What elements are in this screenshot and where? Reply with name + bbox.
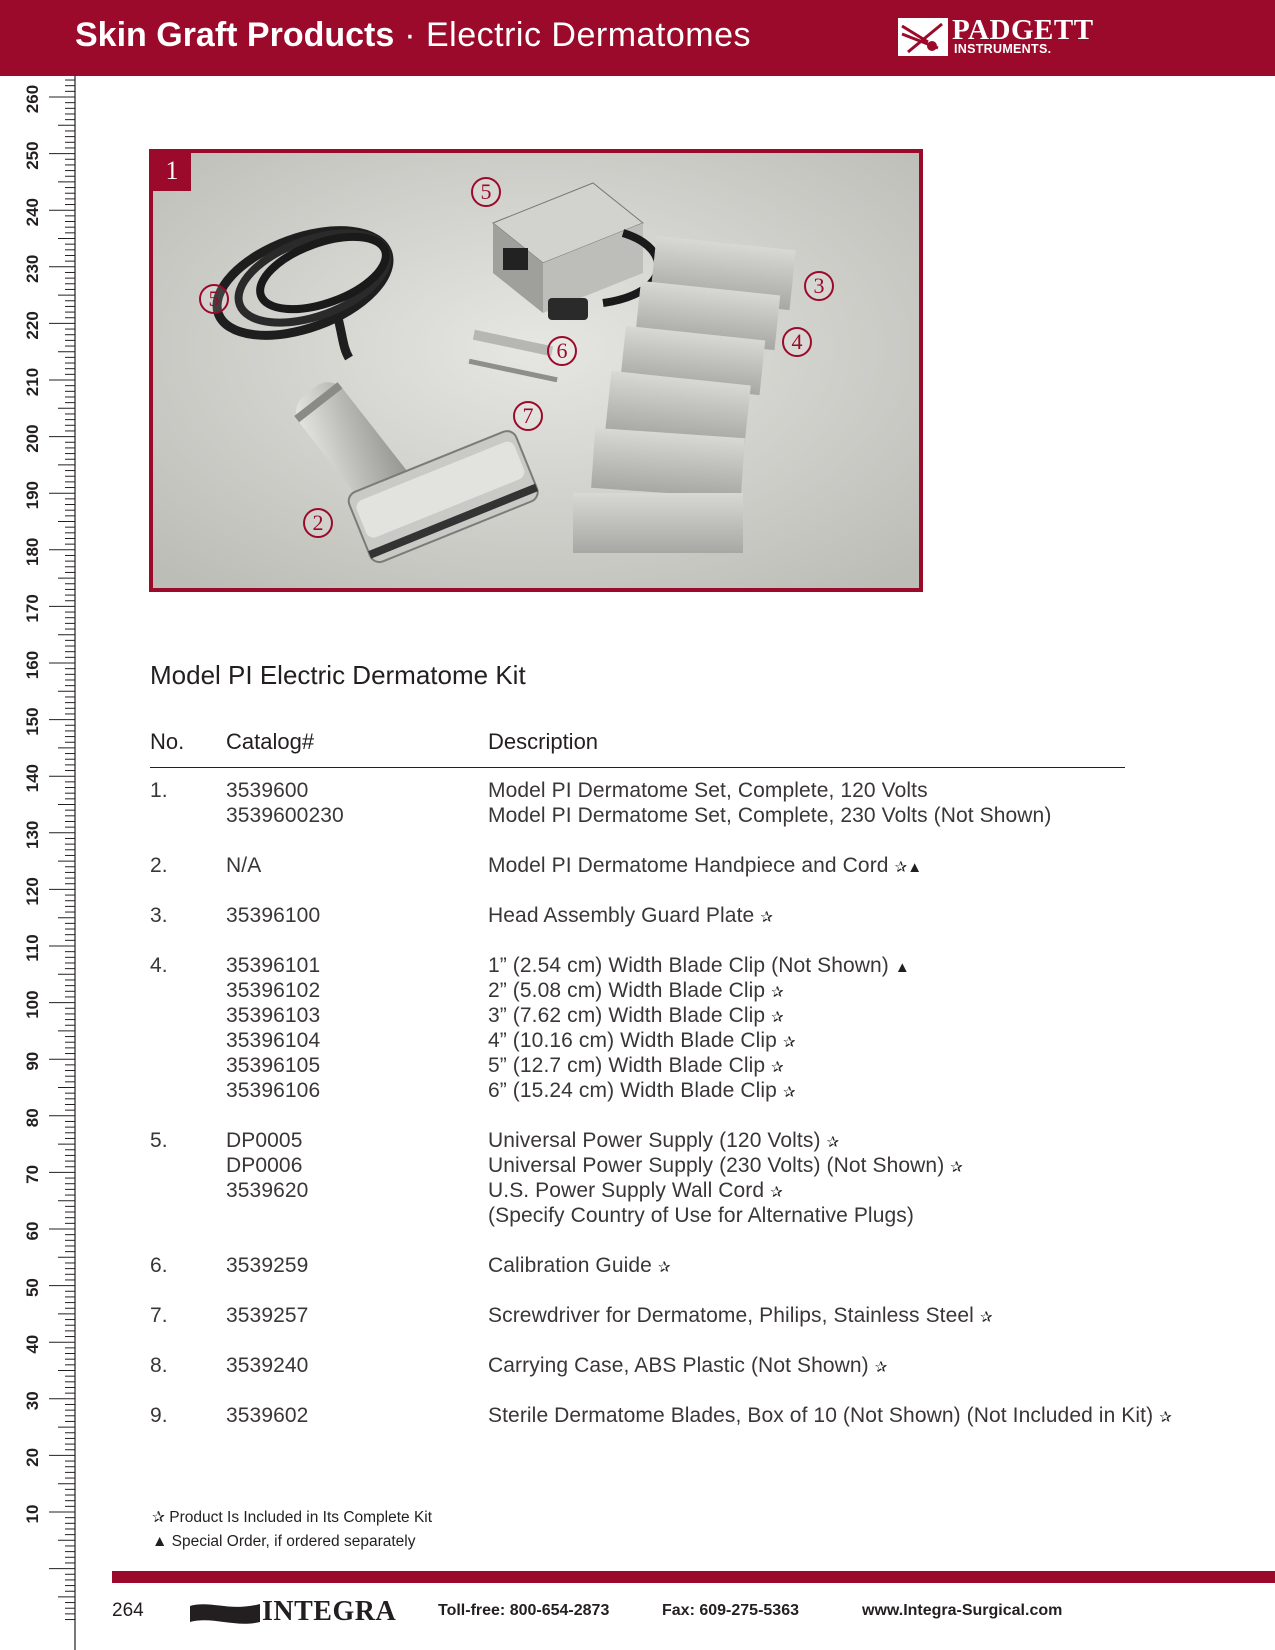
item-number: 1. — [150, 779, 168, 802]
description-text: 3” (7.62 cm) Width Blade Clip — [488, 1004, 766, 1027]
ruler-label: 240 — [23, 198, 42, 227]
table-row — [0, 1304, 1275, 1329]
row-spacer — [0, 1229, 1275, 1254]
table-row — [0, 1354, 1275, 1379]
ruler-label: 30 — [23, 1391, 42, 1411]
callout-guard-plate: 3 — [804, 271, 834, 301]
item-number: 3. — [150, 904, 168, 927]
description-text: 4” (10.16 cm) Width Blade Clip — [488, 1029, 777, 1052]
catalog-number: 3539259 — [226, 1254, 309, 1277]
page-number: 264 — [112, 1600, 144, 1621]
description-text: 2” (5.08 cm) Width Blade Clip — [488, 979, 766, 1002]
catalog-number: 3539240 — [226, 1354, 309, 1377]
ruler-label: 200 — [23, 424, 42, 453]
description-text: (Specify Country of Use for Alternative Plugs) — [488, 1204, 914, 1227]
integra-mark-icon — [190, 1600, 260, 1626]
item-description — [488, 779, 928, 803]
ruler-label: 130 — [23, 820, 42, 849]
item-number: 2. — [150, 854, 168, 877]
header-divider — [150, 767, 1125, 768]
ruler-label: 190 — [23, 481, 42, 510]
item-description — [488, 1304, 993, 1328]
availability-symbols: ✰ — [826, 1134, 840, 1151]
padgett-mark-icon — [898, 18, 948, 56]
catalog-number: 35396101 — [226, 954, 321, 977]
item-number: 5. — [150, 1129, 168, 1152]
column-header-no: No. — [150, 729, 185, 754]
legend-included: ✰ Product Is Included in Its Complete Kit — [152, 1509, 433, 1526]
table-line — [0, 1129, 1275, 1154]
column-header-description: Description — [488, 729, 599, 754]
ruler-label: 260 — [23, 84, 42, 114]
description-text: Universal Power Supply (230 Volts) (Not Shown) — [488, 1154, 945, 1177]
description-text: 1” (2.54 cm) Width Blade Clip (Not Shown) — [488, 954, 889, 977]
item-description — [488, 1004, 784, 1028]
availability-symbols: ✰ — [979, 1309, 993, 1326]
ruler-label: 230 — [23, 254, 42, 283]
row-spacer — [0, 879, 1275, 904]
availability-symbols: ✰ — [771, 1059, 784, 1076]
availability-symbols: ▲ — [894, 959, 910, 976]
callout-calibration-guide: 6 — [547, 336, 577, 366]
description-text: Carrying Case, ABS Plastic (Not Shown) — [488, 1354, 869, 1377]
catalog-number: 3539600230 — [226, 804, 344, 827]
description-text: Sterile Dermatome Blades, Box of 10 (Not Shown) (Not Included in Kit) — [488, 1404, 1154, 1427]
callout-power-supply: 5 — [471, 177, 501, 207]
catalog-number: 3539620 — [226, 1179, 309, 1202]
catalog-number: 35396105 — [226, 1054, 321, 1077]
table-row — [0, 954, 1275, 1104]
catalog-number: 3539257 — [226, 1304, 309, 1327]
description-text: 5” (12.7 cm) Width Blade Clip — [488, 1054, 766, 1077]
table-line — [0, 954, 1275, 979]
website-link[interactable]: www.Integra-Surgical.com — [862, 1602, 1063, 1619]
availability-symbols: ✰ — [782, 1034, 796, 1051]
table-line — [0, 1079, 1275, 1104]
ruler-label: 100 — [23, 990, 42, 1019]
item-description — [488, 1029, 796, 1053]
table-line — [0, 1304, 1275, 1329]
page-title-subcategory: · Electric Dermatomes — [394, 16, 752, 54]
table-line — [0, 904, 1275, 929]
item-description — [488, 979, 784, 1003]
table-line — [0, 779, 1275, 804]
dermatome-kit-photo — [153, 153, 919, 588]
availability-symbols: ✰ — [771, 984, 784, 1001]
ruler-label: 150 — [23, 707, 42, 736]
catalog-number: DP0005 — [226, 1129, 303, 1152]
ruler-label: 140 — [23, 764, 42, 793]
row-spacer — [0, 1279, 1275, 1304]
item-description — [488, 1404, 1172, 1428]
catalog-number: N/A — [226, 854, 262, 877]
description-text: 6” (15.24 cm) Width Blade Clip — [488, 1079, 777, 1102]
catalog-number: 35396103 — [226, 1004, 321, 1027]
table-line — [0, 1051, 1275, 1079]
ruler-label: 160 — [23, 650, 42, 680]
table-line — [0, 1254, 1275, 1279]
ruler-label: 90 — [23, 1051, 42, 1071]
header-band — [0, 0, 1275, 76]
table-row — [0, 1404, 1275, 1429]
catalog-number: 35396106 — [226, 1079, 321, 1102]
item-description — [488, 954, 910, 978]
row-spacer — [0, 1329, 1275, 1354]
row-spacer — [0, 829, 1275, 854]
ruler-label: 60 — [23, 1221, 42, 1241]
integra-logo — [190, 1596, 405, 1630]
description-text: Model PI Dermatome Set, Complete, 120 Volts — [488, 779, 928, 802]
item-description — [488, 804, 1051, 828]
ruler-label: 220 — [23, 311, 42, 340]
description-text: U.S. Power Supply Wall Cord — [488, 1179, 765, 1202]
ruler-label: 250 — [23, 141, 42, 170]
description-text: Screwdriver for Dermatome, Philips, Stainless Steel — [488, 1304, 974, 1327]
table-line — [0, 804, 1275, 829]
section-title: Model PI Electric Dermatome Kit — [150, 660, 526, 690]
ruler-label: 40 — [23, 1334, 42, 1354]
description-text: Calibration Guide — [488, 1254, 652, 1277]
table-line — [0, 1154, 1275, 1179]
item-description — [488, 1154, 963, 1178]
item-description — [488, 1204, 914, 1228]
availability-symbols: ✰▲ — [894, 859, 923, 876]
catalog-table — [0, 779, 1275, 1429]
callout-blade-clip: 4 — [782, 327, 812, 357]
item-description — [488, 1129, 839, 1153]
table-row — [0, 1129, 1275, 1229]
fax-number: Fax: 609-275-5363 — [662, 1602, 799, 1619]
page-title — [75, 16, 751, 55]
availability-symbols: ✰ — [950, 1159, 963, 1176]
callout-screwdriver: 7 — [513, 401, 543, 431]
ruler-label: 120 — [23, 877, 42, 906]
availability-symbols: ✰ — [760, 909, 773, 926]
toll-free-number: Toll-free: 800-654-2873 — [438, 1602, 610, 1619]
table-line — [0, 1404, 1275, 1429]
availability-symbols: ✰ — [770, 1184, 783, 1201]
footer — [0, 1596, 1275, 1636]
item-number: 4. — [150, 954, 168, 977]
item-number: 7. — [150, 1304, 168, 1327]
photo-number-tag: 1 — [153, 153, 191, 191]
description-text: Universal Power Supply (120 Volts) — [488, 1129, 821, 1152]
table-line — [0, 1179, 1275, 1204]
table-row — [0, 854, 1275, 879]
ruler-label: 180 — [23, 537, 42, 566]
ruler-label: 20 — [23, 1447, 42, 1467]
legend-special-order: ▲ Special Order, if ordered separately — [152, 1533, 416, 1550]
row-spacer — [0, 929, 1275, 954]
callout-cord: 5 — [199, 284, 229, 314]
item-description — [488, 1179, 783, 1203]
item-number: 6. — [150, 1254, 168, 1277]
symbol-legend — [152, 1508, 432, 1558]
product-photo — [149, 149, 923, 592]
item-description — [488, 904, 773, 928]
catalog-number: 35396104 — [226, 1029, 321, 1052]
item-number: 9. — [150, 1404, 168, 1427]
ruler-label: 110 — [23, 934, 42, 962]
availability-symbols: ✰ — [1159, 1409, 1172, 1426]
padgett-brand-sub: INSTRUMENTS. — [954, 42, 1052, 56]
description-text: Model PI Dermatome Handpiece and Cord — [488, 854, 889, 877]
availability-symbols: ✰ — [771, 1009, 784, 1026]
padgett-brand-name: PADGETT — [952, 14, 1094, 46]
catalog-number: DP0006 — [226, 1154, 303, 1177]
ruler-label: 70 — [23, 1164, 42, 1184]
table-line — [0, 1204, 1275, 1229]
availability-symbols: ✰ — [874, 1359, 888, 1376]
ruler-label: 210 — [23, 367, 42, 397]
description-text: Model PI Dermatome Set, Complete, 230 Volts (Not Shown) — [488, 804, 1052, 827]
table-line — [0, 979, 1275, 1004]
catalog-number: 3539602 — [226, 1404, 309, 1427]
item-description — [488, 1079, 796, 1103]
ruler-label: 170 — [23, 594, 42, 623]
row-spacer — [0, 1104, 1275, 1129]
availability-symbols: ✰ — [782, 1084, 796, 1101]
catalog-number: 35396100 — [226, 904, 321, 927]
availability-symbols: ✰ — [657, 1259, 671, 1276]
catalog-number: 35396102 — [226, 979, 321, 1002]
page-title-category: Skin Graft Products — [75, 16, 395, 54]
table-row — [0, 904, 1275, 929]
footer-divider — [112, 1571, 1275, 1583]
table-row — [0, 1254, 1275, 1279]
callout-handpiece: 2 — [303, 508, 333, 538]
item-description — [488, 1354, 887, 1378]
table-row — [0, 779, 1275, 829]
table-line — [0, 854, 1275, 879]
table-line — [0, 1029, 1275, 1054]
item-description — [488, 1054, 784, 1078]
table-line — [0, 1004, 1275, 1029]
ruler-label: 80 — [23, 1108, 42, 1128]
column-header-catalog: Catalog# — [226, 729, 315, 754]
table-line — [0, 1354, 1275, 1379]
ruler-label: 10 — [23, 1504, 42, 1524]
row-spacer — [0, 1379, 1275, 1404]
integra-brand-name: INTEGRA — [262, 1596, 397, 1627]
item-description — [488, 854, 922, 878]
padgett-logo — [898, 16, 1128, 58]
catalog-number: 3539600 — [226, 779, 309, 802]
item-number: 8. — [150, 1354, 168, 1377]
ruler-label: 50 — [23, 1278, 42, 1298]
description-text: Head Assembly Guard Plate — [488, 904, 755, 927]
item-description — [488, 1254, 671, 1278]
